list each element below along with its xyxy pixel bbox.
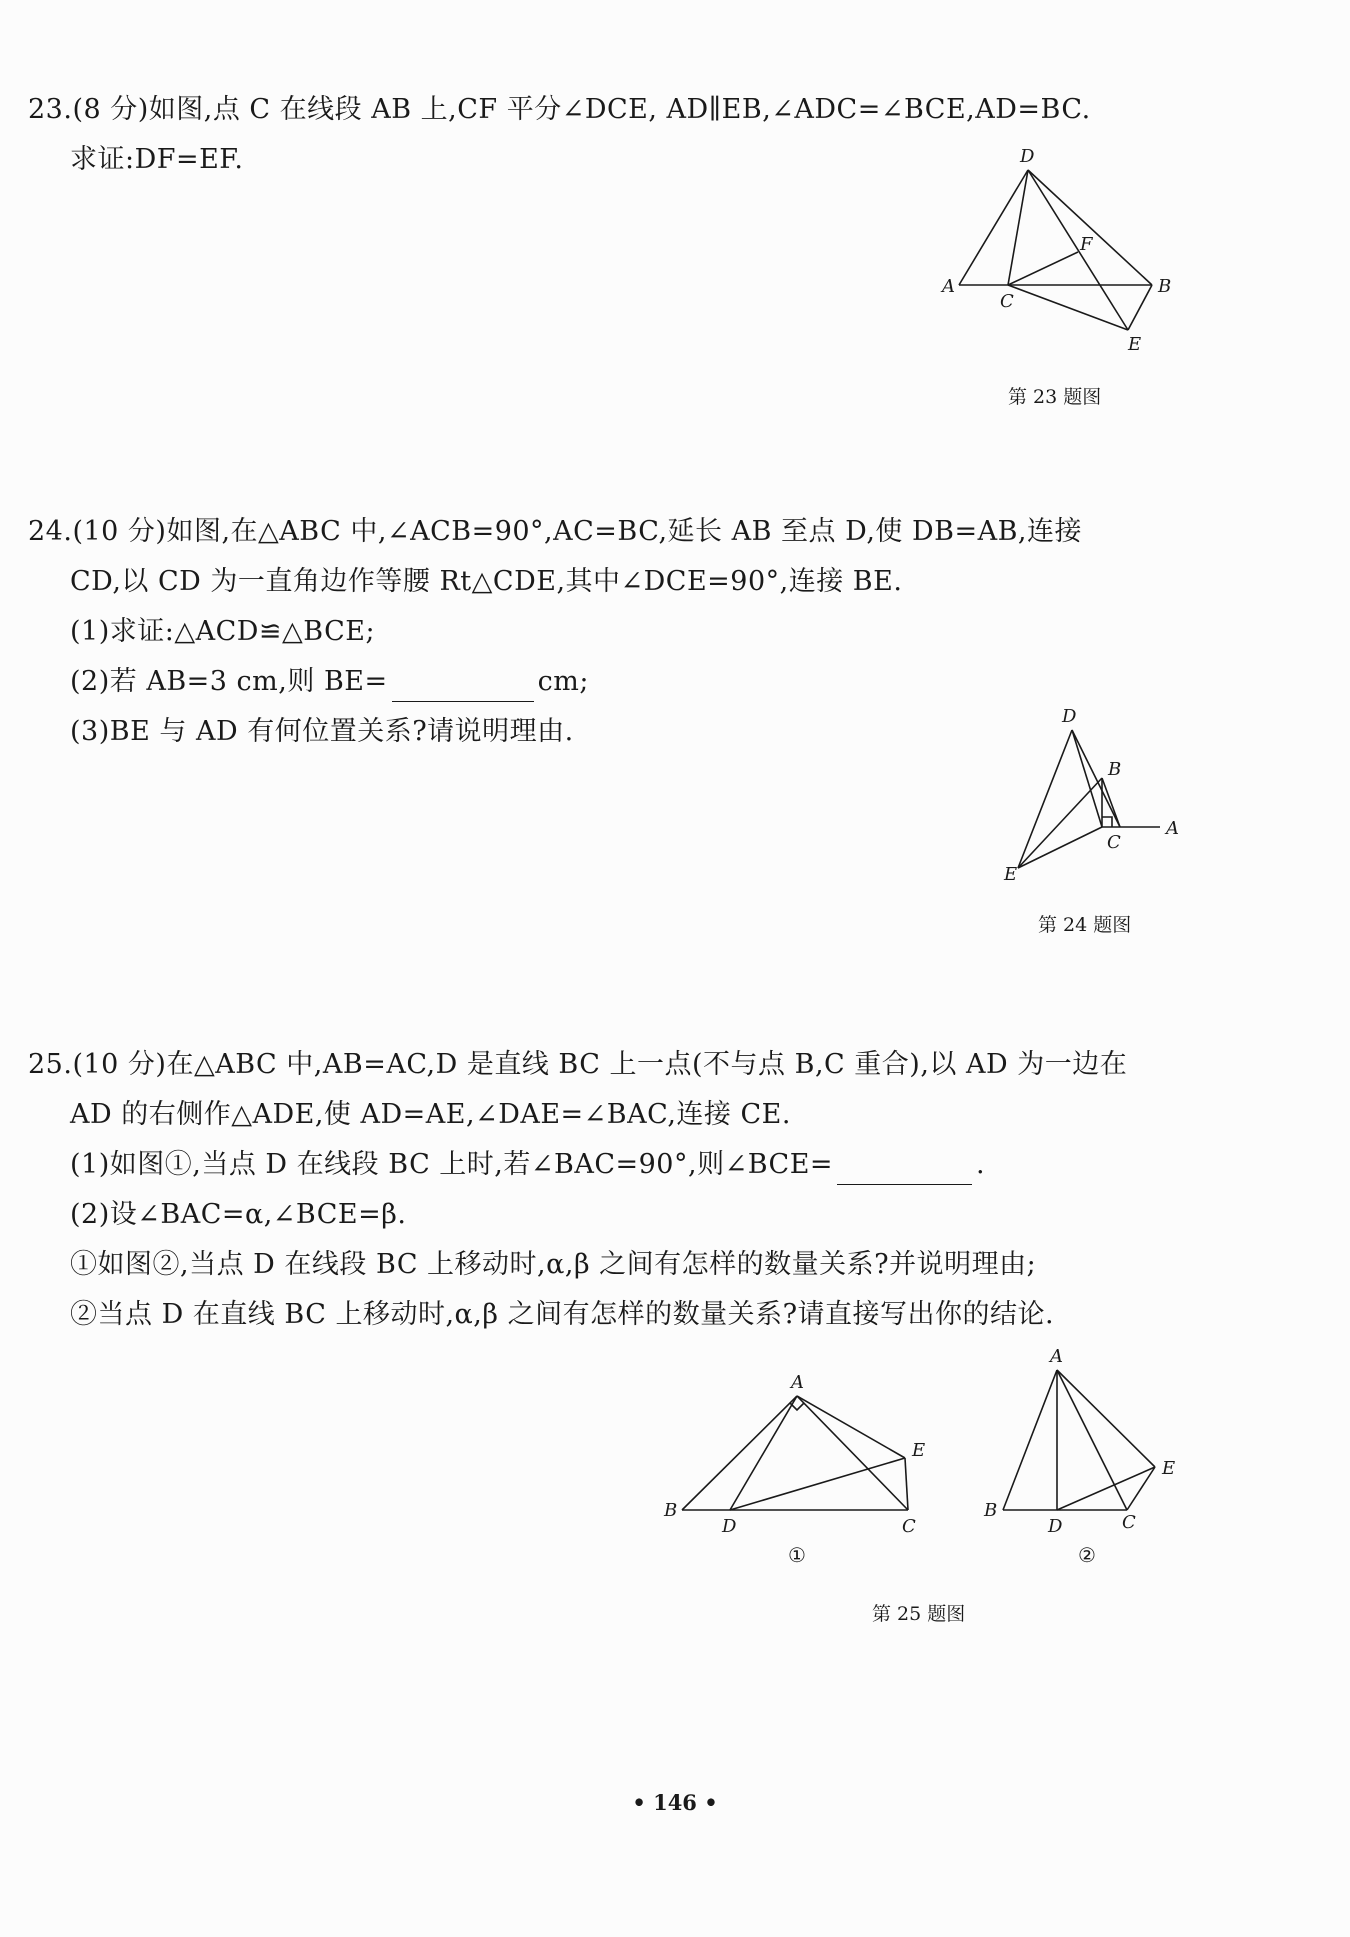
- q24-caption: 第 24 题图: [1038, 914, 1132, 936]
- q23-segment-DE: [1028, 170, 1128, 330]
- q25f2-label-E: E: [1162, 1458, 1176, 1479]
- q23-segment-BE: [1128, 285, 1152, 330]
- q24-segment-DC: [1072, 730, 1102, 827]
- q23-label-A: A: [942, 276, 955, 297]
- q25f2-label-C: C: [1122, 1512, 1136, 1533]
- q25f2-label-B: B: [984, 1500, 998, 1521]
- q23-label-E: E: [1128, 334, 1142, 355]
- q25f2-label-A: A: [1050, 1346, 1063, 1367]
- q25f1-label-E: E: [912, 1440, 926, 1461]
- q24-label-E: E: [1004, 864, 1018, 885]
- q23-line2: 求证:DF=EF.: [70, 144, 244, 175]
- q23-label-F: F: [1080, 234, 1093, 255]
- q25-figure-2: [970, 1340, 1190, 1567]
- q23-label-C: C: [1000, 291, 1014, 312]
- q25f2-label-D: D: [1048, 1516, 1063, 1537]
- q24-part3: (3)BE 与 AD 有何位置关系?请说明理由.: [70, 716, 574, 747]
- q24-label-D: D: [1062, 706, 1077, 727]
- q25f1-right-angle-mark: [790, 1403, 804, 1410]
- q25-part1: [70, 1145, 985, 1185]
- q23-segment-CE: [1008, 285, 1128, 330]
- q25-part1-text: (1)如图①,当点 D 在线段 BC 上时,若∠BAC=90°,则∠BCE=: [70, 1149, 834, 1180]
- q25-answer-blank[interactable]: [837, 1154, 972, 1185]
- q24-segment-EC: [1018, 827, 1102, 868]
- q24-label-A: A: [1166, 818, 1179, 839]
- q25-sub2: ②当点 D 在直线 BC 上移动时,α,β 之间有怎样的数量关系?请直接写出你的结论.: [70, 1299, 1055, 1330]
- q24-answer-blank[interactable]: [392, 671, 534, 702]
- q24-segment-EB: [1018, 778, 1102, 868]
- q25-figure-1: [650, 1360, 940, 1567]
- q24-figure: [990, 700, 1190, 900]
- q25f1-label-C: C: [902, 1516, 916, 1537]
- q25-line2: AD 的右侧作△ADE,使 AD=AE,∠DAE=∠BAC,连接 CE.: [70, 1099, 791, 1130]
- q24-part2-unit: cm;: [537, 666, 589, 697]
- q24-label-B: B: [1108, 759, 1122, 780]
- q24-label-C: C: [1107, 832, 1121, 853]
- q25f1-label-D: D: [722, 1516, 737, 1537]
- q25-part2: (2)设∠BAC=α,∠BCE=β.: [70, 1199, 407, 1230]
- q24-right-angle-mark: [1102, 817, 1112, 827]
- q25f1-segment-AE: [797, 1396, 905, 1458]
- page-number: • 146 •: [632, 1790, 718, 1815]
- q25f1-number: ①: [788, 1543, 806, 1567]
- q24-segment-DE: [1018, 730, 1072, 868]
- q25f2-number: ②: [1078, 1543, 1096, 1567]
- q24-segment-BA: [1102, 778, 1120, 827]
- q24-line1: 24.(10 分)如图,在△ABC 中,∠ACB=90°,AC=BC,延长 AB 至点 D,使 DB=AB,连接: [28, 516, 1083, 547]
- q25f1-label-B: B: [664, 1500, 678, 1521]
- q24-line2: CD,以 CD 为一直角边作等腰 Rt△CDE,其中∠DCE=90°,连接 BE.: [70, 566, 903, 597]
- q24-part1: (1)求证:△ACD≌△BCE;: [70, 616, 376, 647]
- q23-segment-CF: [1008, 252, 1078, 285]
- q25f2-segment-AB: [1003, 1370, 1057, 1510]
- q24-part2: [70, 662, 589, 702]
- q24-part2-text: (2)若 AB=3 cm,则 BE=: [70, 666, 388, 697]
- q25f1-label-A: A: [791, 1372, 804, 1393]
- q23-figure: [930, 140, 1172, 355]
- q23-label-D: D: [1020, 146, 1035, 167]
- q25-sub1: ①如图②,当点 D 在线段 BC 上移动时,α,β 之间有怎样的数量关系?并说明理由;: [70, 1249, 1037, 1280]
- q25f2-segment-AE: [1057, 1370, 1155, 1467]
- q25f2-segment-AC: [1057, 1370, 1127, 1510]
- q25-caption: 第 25 题图: [872, 1603, 966, 1625]
- q23-label-B: B: [1158, 276, 1172, 297]
- q25-part1-period: .: [976, 1149, 986, 1180]
- q23-line1: 23.(8 分)如图,点 C 在线段 AB 上,CF 平分∠DCE, AD∥EB,∠ADC=∠BCE,AD=BC.: [28, 94, 1091, 125]
- q25f1-segment-EC: [905, 1458, 908, 1510]
- q25f1-segment-AC: [797, 1396, 908, 1510]
- q25-line1: 25.(10 分)在△ABC 中,AB=AC,D 是直线 BC 上一点(不与点 B,C 重合),以 AD 为一边在: [28, 1049, 1128, 1080]
- q23-caption: 第 23 题图: [1008, 386, 1102, 408]
